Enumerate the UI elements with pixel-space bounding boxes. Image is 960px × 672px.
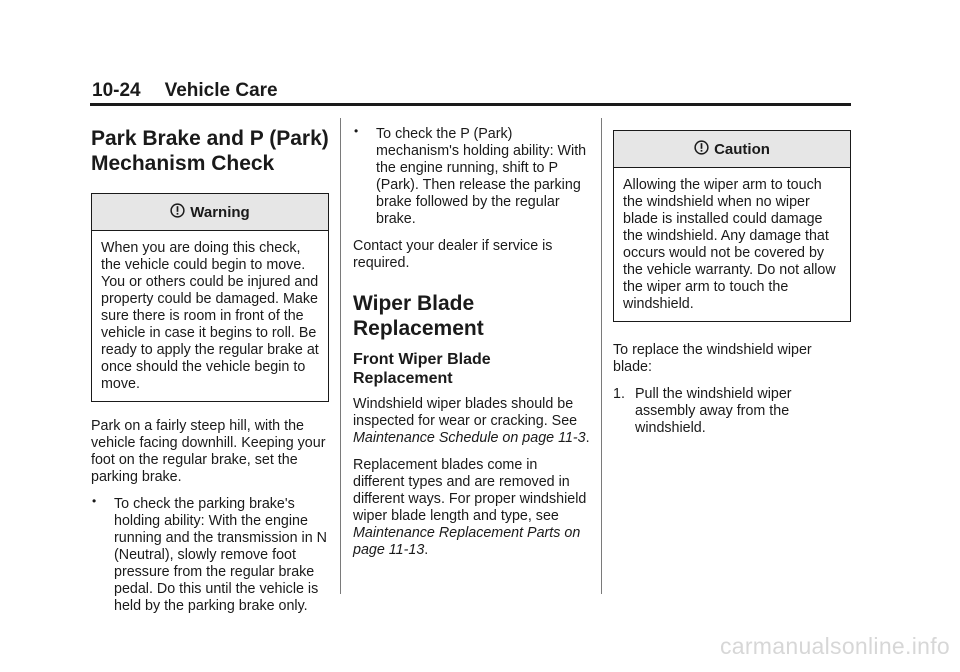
bullet-glyph: • <box>354 124 359 138</box>
warning-header <box>92 194 328 231</box>
para-park-on-hill: Park on a fairly steep hill, with the vehicle facing downhill. Keeping your foot on the regular brake, set the parking brake. <box>91 418 326 485</box>
warning-icon <box>170 203 185 218</box>
page-header <box>92 80 278 102</box>
bullet-park-mechanism-check <box>353 126 591 228</box>
column-2 <box>353 126 591 569</box>
caution-header <box>614 131 850 168</box>
bullet-text: To check the parking brake's holding ability: With the engine running and the transmission in N (Neutral), slowly remove foot pressure from the regular brake pedal. Do this until the vehicle is held by the parking brake only. <box>114 496 327 614</box>
bullet-parking-brake-check <box>91 496 329 615</box>
column-1 <box>91 126 329 625</box>
column-3 <box>613 126 851 437</box>
ref-maintenance-schedule[interactable]: Maintenance Schedule on page 11-3 <box>353 430 586 446</box>
caution-label: Caution <box>714 140 770 158</box>
caution-box <box>613 130 851 322</box>
step-number: 1. <box>613 386 625 402</box>
period: . <box>424 542 429 558</box>
inspect-text: Windshield wiper blades should be inspected for wear or cracking. See <box>353 396 578 429</box>
column-divider-1 <box>340 118 341 594</box>
section-title: Vehicle Care <box>164 80 278 101</box>
period: . <box>585 430 590 446</box>
section-heading-wiper: Wiper Blade Replacement <box>353 292 484 340</box>
types-text: Replacement blades come in different types and are removed in different ways. For proper windshield wiper blade length and type, see <box>353 457 587 524</box>
step-1 <box>613 386 851 437</box>
column-divider-2 <box>601 118 602 594</box>
watermark: carmanualsonline.info <box>719 633 950 659</box>
para-replace-blade: To replace the windshield wiper blade: <box>613 342 812 375</box>
step-text: Pull the windshield wiper assembly away from the windshield. <box>635 386 792 436</box>
section-heading-park-brake: Park Brake and P (Park) Mechanism Check <box>91 127 329 175</box>
warning-label: Warning <box>190 203 250 221</box>
bullet-text: To check the P (Park) mechanism's holding ability: With the engine running, shift to P (Park). Then release the parking brake followed by the regular brake. <box>376 126 587 227</box>
bullet-glyph: • <box>92 494 97 508</box>
warning-box <box>91 193 329 402</box>
para-replacement-types <box>353 457 591 559</box>
para-contact-dealer: Contact your dealer if service is required. <box>353 238 553 271</box>
ref-replacement-parts[interactable]: Maintenance Replacement Parts on page 11-13 <box>353 525 581 558</box>
caution-text: Allowing the wiper arm to touch the windshield when no wiper blade is installed could damage the windshield. Any damage that occurs would not be covered by the vehicle warranty. Do not allow the wiper arm to touch the windshield. <box>623 177 836 312</box>
subheading-front-wiper: Front Wiper Blade Replacement <box>353 351 491 387</box>
header-rule <box>90 103 851 106</box>
para-inspect-blades <box>353 396 591 447</box>
page-number: 10-24 <box>92 80 141 101</box>
warning-text: When you are doing this check, the vehicle could begin to move. You or others could be injured and property could be damaged. Make sure there is room in front of the vehicle in case it begins to roll. Be ready to apply the regular brake at once should the vehicle begin to move. <box>101 240 319 392</box>
caution-icon <box>694 140 709 155</box>
